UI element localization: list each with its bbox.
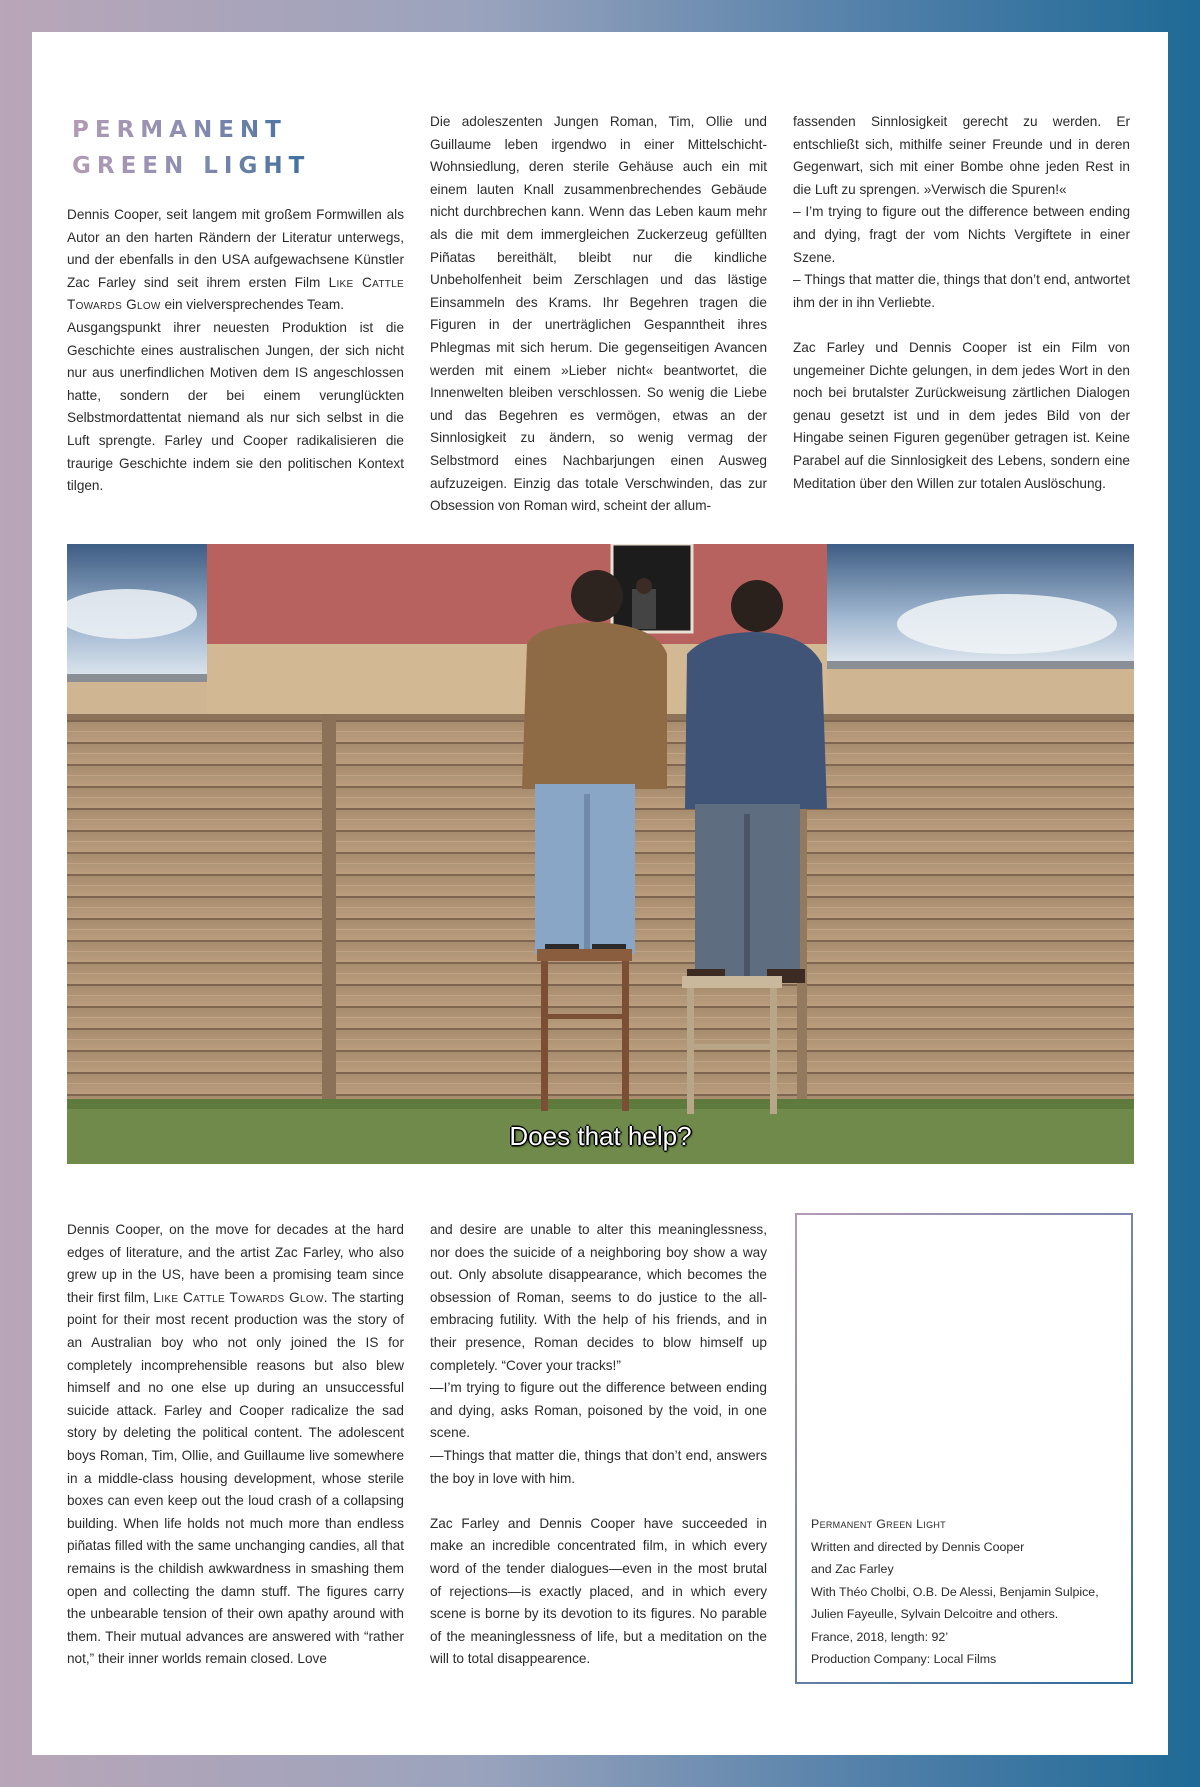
page-sheet: [32, 32, 1168, 1755]
credits-film-title: Permanent Green Light: [811, 1517, 946, 1531]
german-paragraph-4: fassenden Sinnlosigkeit gerecht zu werden. Er entschließt sich, mithilfe seiner Freunde und in deren Gegenwart, sich mit einer Bombe ohne jeden Rest in die Luft zu sprengen. »Verwisch die Spuren!«: [793, 114, 1130, 197]
credits-box: [795, 1213, 1133, 1684]
english-dialogue-2: —Things that matter die, things that don’t end, answers the boy in love with him.: [430, 1447, 767, 1486]
film-title-reference-en: Like Cattle Towards Glow: [153, 1289, 324, 1305]
german-paragraph-2: Ausgangspunkt ihrer neuesten Produktion ist die Geschichte eines australischen Jungen, der sich nicht nur aus unerfindlichen Motiven dem IS angeschlossen hatte, sondern der bei einem verunglückten Selbstmordattentat niemand als nur sich selbst in die Luft sprengte. Farley und Cooper radikalisieren die traurige Geschichte indem sie den politischen Kontext tilgen.: [67, 319, 404, 494]
english-column-1: [67, 1219, 404, 1671]
german-column-3: [793, 111, 1130, 495]
film-title-reference: Like Cattle Towards Glow: [67, 274, 404, 313]
german-paragraph-1: Dennis Cooper, seit langem mit großem Formwillen als Autor an den harten Rändern der Literatur unterwegs, und der ebenfalls in den USA aufgewachsene Künstler Zac Farley sind seit ihrem ersten Film Like Cattle Towards Glow ein vielversprechendes Team.: [67, 207, 404, 313]
english-paragraph-3: Zac Farley and Dennis Cooper have succeeded in make an incredible concentrated film, in which every word of the tender dialogues—even in the most brutal of rejections—is exactly placed, and in which every scene is borne by its devotion to its figures. No parable of the meaninglessness of life, but a meditation on the will to total disappearence.: [430, 1515, 767, 1667]
german-paragraph-3: Die adoleszenten Jungen Roman, Tim, Ollie und Guillaume leben irgendwo in einer Mittelschicht-Wohnsiedlung, deren sterile Gehäuse auch ein mit einem lauten Knall zusammenbrechendes Gebäude nicht durchbrechen kann. Wenn das Leben kaum mehr als die mit dem immergleichen Zuckerzeug gefüllten Piñatas bereithält, bleibt nur die kindliche Unbeholfenheit beim Zerschlagen und das lästige Einsammeln des Krams. Ihr Begehren tragen die Figuren in der unerträglichen Gespanntheit ihres Phlegmas mit sich herum. Die gegenseitigen Avancen werden mit einem »Lieber nicht« beantwortet, die Innenwelten bleiben verschlossen. So wenig die Liebe und das Begehren es vermögen, etwas an der Sinnlosigkeit zu ändern, so wenig vermag der Selbstmord eines Nachbarjungen einen Ausweg aufzuzeigen. Einzig das totale Verschwinden, das zur Obsession von Roman wird, scheint der allum-: [430, 114, 767, 514]
english-column-2: [430, 1219, 767, 1671]
film-subtitle: Does that help?: [509, 1121, 692, 1151]
credits-line: France, 2018, length: 92’: [811, 1629, 949, 1644]
title-line-1: PERMANENT: [72, 117, 287, 143]
german-dialogue-1: – I’m trying to figure out the difference between ending and dying, fragt der vom Nichts Vergiftete in einer Szene.: [793, 204, 1130, 265]
english-paragraph-1: Dennis Cooper, on the move for decades at the hard edges of literature, and the artist Zac Farley, who also grew up in the US, have been a promising team since their first film, Like Cattle Towards Glow. The starting point for their most recent production was the story of an Australian boy who not only joined the IS for completely incomprehensible reasons but also blew himself and no one else up during an unsuccessful suicide attack. Farley and Cooper radicalize the sad story by deleting the political content. The adolescent boys Roman, Tim, Ollie, and Guillaume live somewhere in a middle-class housing development, whose sterile boxes can even keep out the loud crash of a collapsing building. When life holds not much more than endless piñatas filled with the same unchanging candies, all that remains is the childish awkwardness in smashing them open and collecting the damn stuff. The figures carry the unbearable tension of their own apathy around with them. Their mutual advances are answered with “rather not,” their inner worlds remain closed. Love: [67, 1222, 404, 1667]
german-paragraph-5: Zac Farley und Dennis Cooper ist ein Film von ungemeiner Dichte gelungen, in dem jedes Wort in den noch bei brutalster Zurückweisung zärtlichen Dialogen genau gesetzt ist und in dem jedes Bild von der Hingabe seinen Figuren gegenüber getragen ist. Keine Parabel auf die Sinnlosigkeit des Lebens, sondern eine Meditation über den Willen zur totalen Auslöschung.: [793, 339, 1130, 491]
title-line-2: GREEN LIGHT: [72, 153, 311, 179]
credits-line: Production Company: Local Films: [811, 1652, 997, 1666]
credits-line: With Théo Cholbi, O.B. De Alessi, Benjamin Sulpice,: [811, 1584, 1099, 1599]
credits-text: [811, 1513, 1111, 1671]
credits-line: Written and directed by Dennis Cooper: [811, 1539, 1025, 1554]
credits-line: and Zac Farley: [811, 1562, 894, 1576]
credits-line: Julien Fayeulle, Sylvain Delcoitre and others.: [811, 1607, 1059, 1621]
page-title: [72, 112, 310, 184]
german-column-1: [67, 204, 404, 498]
english-dialogue-1: —I’m trying to figure out the difference between ending and dying, asks Roman, poisoned by the void, in one scene.: [430, 1380, 767, 1441]
film-still-illustration: [67, 544, 1134, 1164]
german-dialogue-2: – Things that matter die, things that don’t end, antwortet ihm der in ihn Verliebte.: [793, 272, 1130, 310]
film-still: [67, 544, 1134, 1164]
english-paragraph-2: and desire are unable to alter this meaninglessness, nor does the suicide of a neighboring boy show a way out. Only absolute disappearance, which becomes the obsession of Roman, seems to do justice to the all-embracing futility. With the help of his friends, and in their presence, Roman decides to blow himself up completely. “Cover your tracks!”: [430, 1222, 767, 1373]
german-column-2: [430, 111, 767, 518]
